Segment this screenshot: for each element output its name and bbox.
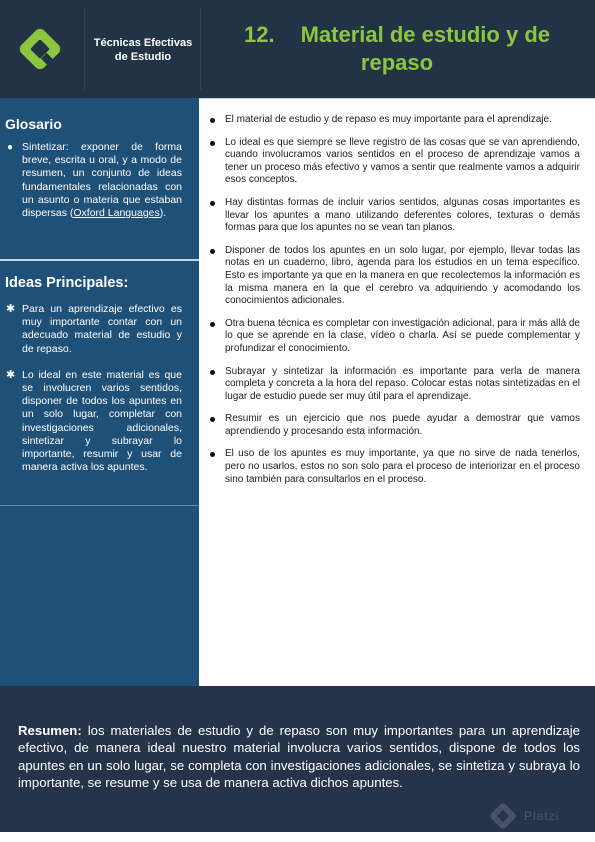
main-list-item (207, 137, 580, 187)
header-divider (200, 8, 201, 90)
main-list-item (207, 197, 580, 235)
bullet-icon (210, 118, 215, 123)
main-content-list (207, 114, 580, 496)
main-list-item-text: Lo ideal es que siempre se lleve registro de las cosas que se van aprendiendo, cuando involucramos varios sentidos en el proceso de aprendizaje vamos a tener un proceso más efectivo y vamos a sentir que realmente vamos a adquirir esos conceptos. (225, 136, 580, 186)
course-name: Técnicas Efectivas de Estudio (93, 37, 193, 63)
bullet-icon (210, 322, 215, 327)
glosario-entry-end: ). (159, 207, 167, 220)
glosario-entry (6, 141, 182, 220)
main-list-item (207, 448, 580, 486)
main-list-item (207, 366, 580, 404)
ideas-list (6, 303, 182, 487)
page-header (0, 0, 595, 99)
summary-body: los materiales de estudio y de repaso son muy importantes para un aprendizaje efectivo, de manera ideal nuestro material involucra varios sentidos, dispone de todos los apuntes en un solo lugar, se completa con investigaciones adicionales, se sintetiza y subraya lo importante, se resume y se usa de manera activa dichos apuntes. (18, 723, 580, 791)
ideas-item (6, 369, 182, 475)
main-list-item-text: Otra buena técnica es completar con investigación adicional, para ir más allá de lo que se aprende en la clase, vídeo o charla. Así se puede complementar y profundizar el conocimiento. (225, 317, 580, 354)
bottom-strip (0, 832, 595, 842)
main-list-item (207, 318, 580, 356)
bullet-icon (210, 249, 215, 254)
bullet-icon: ● (7, 142, 14, 153)
sidebar-divider (0, 505, 199, 506)
main-list-item-text: El uso de los apuntes es muy importante, ya que no sirve de nada tenerlos, pero no usarlos, estos no son solo para el proceso de interiorizar en el proceso sino también para consultarlos en el proceso. (225, 448, 580, 485)
main-list-item-text: El material de estudio y de repaso es muy importante para el aprendizaje. (225, 114, 552, 125)
bullet-icon (210, 370, 215, 375)
oxford-languages-link[interactable]: Oxford Languages (73, 207, 160, 220)
summary-label: Resumen: (18, 723, 82, 738)
glosario-definition: Sintetizar: exponer de forma breve, escrita u oral, y a modo de resumen, un conjunto de ideas fundamentales relacionadas con un asunto o materia que estaban dispersas ( (22, 141, 182, 220)
lesson-number: 12. (244, 22, 275, 47)
main-list-item-text: Subrayar y sintetizar la información es importante para verla de manera completa y concreta a la hora del repaso. Colocar estas notas sintetizadas en el lugar de estudio puede ser muy útil para el aprendizaje. (225, 365, 580, 402)
main-list-item-text: Disponer de todos los apuntes en un solo lugar, por ejemplo, llevar todas las notas en un cuaderno, libro, agenda para los estudios en un tema específico. Esto es importante ya que en la manera en que recolectemos la información es la misma manera en la que el cerebro va adquiriendo y acomodando los conocimientos adicionales. (225, 244, 580, 307)
glosario-list (6, 141, 182, 220)
main-list-item (207, 114, 580, 127)
lesson-title-text: Material de estudio y de repaso (300, 22, 550, 75)
watermark-logo-icon (488, 799, 518, 833)
watermark-text: Platzi (524, 809, 560, 823)
star-bullet-icon: ✱ (6, 303, 16, 315)
lesson-title (212, 21, 582, 77)
bullet-icon (210, 417, 215, 422)
main-list-item-text: Hay distintas formas de incluir varios sentidos, algunas cosas importantes es llevar los apuntes a mano utilizando deferentes colores, texturas o demás formas para que los apuntes no se vean tan planos. (225, 196, 580, 234)
main-list-item (207, 245, 580, 308)
star-bullet-icon: ✱ (6, 368, 16, 381)
glosario-heading: Glosario (5, 116, 62, 132)
bullet-icon (210, 141, 215, 146)
platzi-logo-icon (16, 22, 64, 76)
sidebar-divider (0, 259, 199, 261)
header-divider (84, 8, 85, 90)
ideas-item (6, 303, 182, 356)
ideas-heading: Ideas Principales: (5, 275, 129, 291)
bullet-icon (210, 452, 215, 457)
summary-text (18, 722, 580, 792)
ideas-item-text: Lo ideal en este material es que se involucren varios sentidos, disponer de todos los apuntes en un solo lugar, completar con investigaciones adicionales, sintetizar y subrayar lo importante, resumir y usar de manera activa los apuntes. (22, 368, 182, 474)
bullet-icon (210, 201, 215, 206)
main-list-item-text: Resumir es un ejercicio que nos puede ayudar a demostrar que vamos aprendiendo y procesando esta información. (225, 413, 580, 437)
ideas-item-text: Para un aprendizaje efectivo es muy importante contar con un adecuado material de estudio y de repaso. (22, 303, 182, 355)
main-list-item (207, 413, 580, 438)
